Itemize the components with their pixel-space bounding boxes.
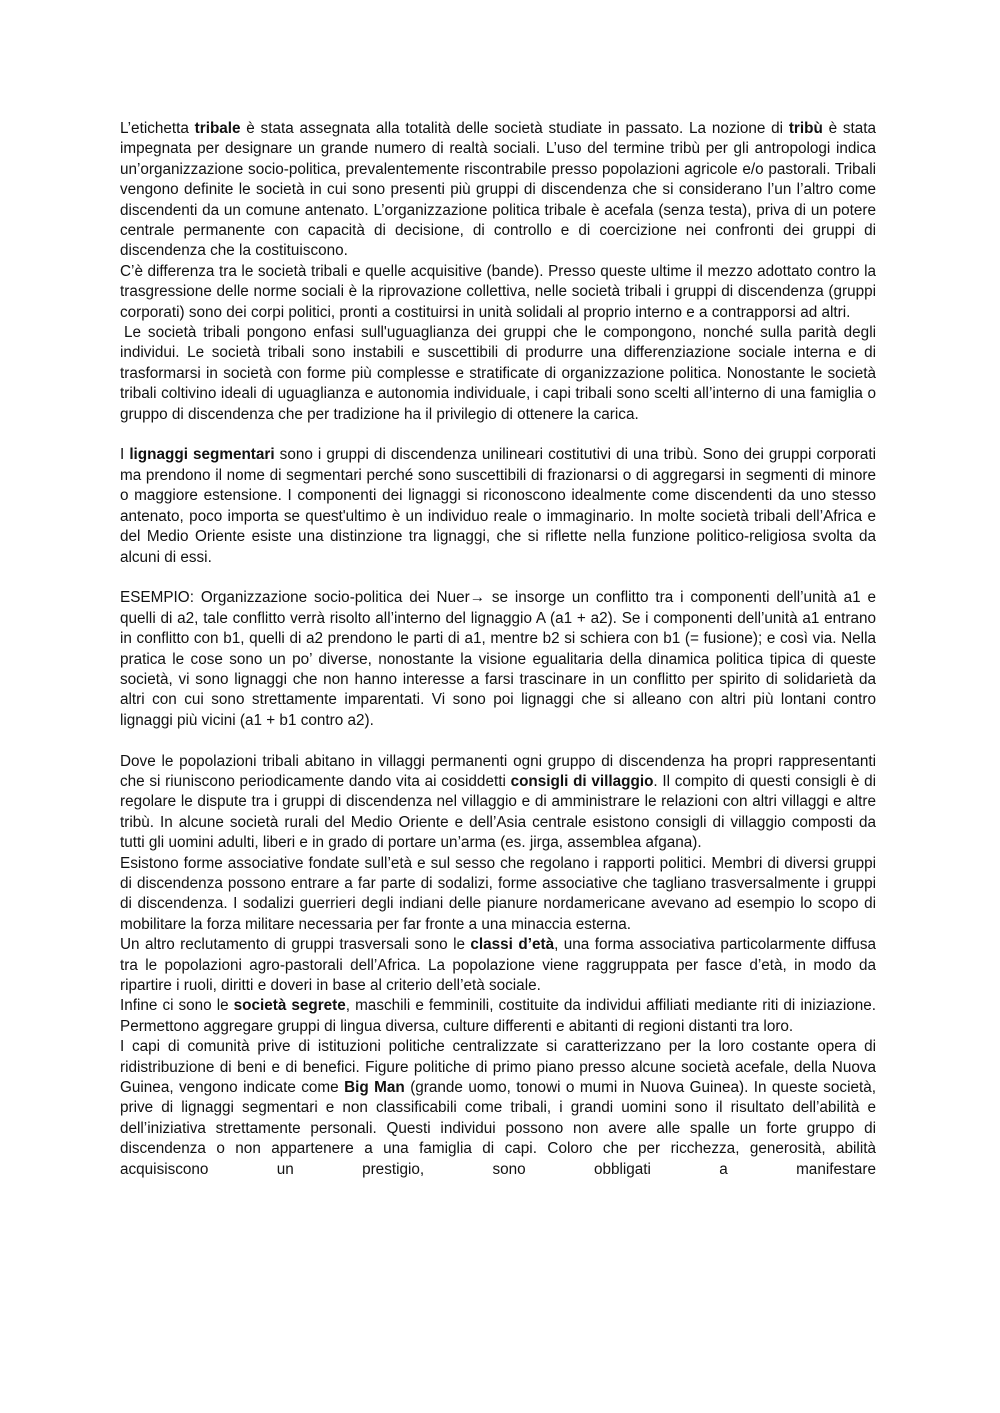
- paragraph-differenza: [120, 262, 876, 323]
- document-page: [120, 119, 876, 1180]
- text-run: Le società tribali pongono enfasi sull'uguaglianza dei gruppi che le compongono, nonché sulla parità degli individui. Le società tribali sono instabili e suscettibili di produrre una differenziazione sociale interna e di trasformarsi in società con forme più complesse e stratificate di organizzazione politica. Nonostante le società tribali coltivino ideali di uguaglianza e autonomia individuale, i capi tribali sono scelti all’interno di una famiglia o gruppo di discendenza che per tradizione ha il privilegio di ottenere la carica.: [120, 324, 876, 423]
- text-run: , maschili e femminili, costituite da individui affiliati mediante riti di iniziazione. Permettono aggregare gruppi di lingua diversa, culture differenti e abitanti di regioni distanti tra loro.: [120, 997, 876, 1035]
- bold-term: classi d’età: [470, 936, 555, 954]
- text-run: . Il compito di questi consigli è di regolare le dispute tra i gruppi di discendenza nel villaggio e di amministrare le relazioni con altri villaggi e altre tribù. In alcune società rurali del Medio Oriente e dell’Asia centrale esistono consigli di villaggio composti da tutti gli uomini adulti, liberi e in grado di portare un’arma (es. jirga, assemblea afgana).: [120, 772, 876, 852]
- text-run: C’è differenza tra le società tribali e quelle acquisitive (bande). Presso queste ultime il mezzo adottato contro la trasgressione delle norme sociali è la riprovazione collettiva, nelle società tribali i gruppi di discendenza (gruppi corporati) sono dei corpi politici, pronti a costituirsi in unità solidali al proprio interno e a contrapporsi ad altri.: [120, 262, 876, 321]
- text-run: Dove le popolazioni tribali abitano in villaggi permanenti ogni gruppo di discendenza ha propri rappresentanti che si riuniscono periodicamente dando vita ai cosiddetti: [120, 752, 876, 790]
- text-run: I capi di comunità prive di istituzioni politiche centralizzate si caratterizzano per la loro costante opera di ridistribuzione di beni e di benefici. Figure politiche di primo piano presso alcune società acefale, della Nuova Guinea, vengono indicate come: [120, 1038, 876, 1097]
- bold-term: società segrete: [233, 997, 346, 1015]
- paragraph-esempio-nuer: [120, 588, 876, 731]
- bold-term: Big Man: [344, 1079, 405, 1097]
- text-run: sono i gruppi di discendenza unilineari costitutivi di una tribù. Sono dei gruppi corporati ma prendono il nome di segmentari perché sono suscettibili di frazionarsi o di aggregarsi in segmenti di minore o maggiore estensione. I componenti dei lignaggi si riconoscono idealmente come discendenti da uno stesso antenato, poco importa se quest'ultimo è un individuo reale o immaginario. In molte società tribali dell’Africa e del Medio Oriente esiste una distinzione tra lignaggi, che si riflette nella funzione politico-religiosa svolta da alcuni di essi.: [120, 446, 877, 566]
- paragraph-consigli-villaggio: [120, 752, 876, 854]
- text-run: ESEMPIO: Organizzazione socio-politica dei Nuer→ se insorge un conflitto tra i componenti dell’unità a1 e quelli di a2, tale conflitto verrà risolto all’interno del lignaggio A (a1 + a2). Se i componenti dell’unità a1 entrano in conflitto con b1, quelli di a2 prendono le parti di a1, mentre b2 si schiera con b1 (= fusione); e così via. Nella pratica le cose sono un po’ diverse, nonostante la visione egualitaria della dinamica politica tipica di queste società, vi sono lignaggi che non hanno interesse a farsi trascinare in un conflitto per spirito di solidarietà da altri con cui sono strettamente imparentati. Vi sono poi lignaggi che si alleano con altri più lontani contro lignaggi più vicini (a1 + b1 contro a2).: [120, 589, 876, 729]
- paragraph-tribale: [120, 119, 876, 262]
- bold-term: tribale: [194, 120, 241, 137]
- text-run: (grande uomo, tonowi o mumi in Nuova Guinea). In queste società, prive di lignaggi segmentari e non classificabili come tribali, i grandi uomini sono il risultato dell’abilità e dell’iniziativa strettamente personali. Questi individui possono non avere alle spalle un forte gruppo di discendenza o non appartenere a una famiglia di capi. Coloro che per ricchezza, generosità, abilità acquisiscono un prestigio, sono obbligati a manifestare: [120, 1079, 876, 1178]
- paragraph-societa-segrete: [120, 996, 876, 1037]
- text-run: Esistono forme associative fondate sull’età e sul sesso che regolano i rapporti politici. Membri di diversi gruppi di discendenza possono entrare a far parte di sodalizi, forme associative che tagliano trasversalmente i gruppi di discendenza. I sodalizi guerrieri degli indiani delle pianure nordamericane avevano ad esempio lo scopo di mobilitare la forza militare necessaria per far fronte a una minaccia esterna.: [120, 854, 876, 933]
- text-run: Infine ci sono le: [120, 997, 234, 1015]
- bold-term: consigli di villaggio: [510, 772, 654, 790]
- paragraph-classi-eta: [120, 935, 876, 996]
- text-run: Un altro reclutamento di gruppi trasversali sono le: [120, 936, 471, 954]
- text-run: è stata assegnata alla totalità delle società studiate in passato. La nozione di: [240, 120, 789, 137]
- paragraph-lignaggi-segmentari: [120, 445, 876, 567]
- text-run: , una forma associativa particolarmente diffusa tra le popolazioni agro-pastorali dell’Africa. La popolazione viene raggruppata per fasce d’età, in modo da ripartire i ruoli, diritti e doveri in base al criterio dell’età sociale.: [120, 936, 877, 995]
- bold-term: tribù: [788, 120, 823, 137]
- bold-term: lignaggi segmentari: [129, 446, 275, 464]
- paragraph-uguaglianza: [120, 323, 876, 425]
- text-run: L’etichetta: [120, 120, 195, 137]
- paragraph-forme-associative: [120, 854, 876, 936]
- paragraph-big-man: [120, 1037, 876, 1180]
- text-run: è stata impegnata per designare un grande numero di realtà sociali. L’uso del termine tribù per gli antropologi indica un’organizzazione socio-politica, prevalentemente riscontrabile presso popolazioni agricole e/o pastorali. Tribali vengono definite le società in cui sono presenti più gruppi di discendenza che si considerano l’un l’altro come discendenti da un comune antenato. L’organizzazione politica tribale è acefala (senza testa), priva di un potere centrale permanente con capacità di decisione, di controllo e di coercizione nei confronti dei gruppi di discendenza che la costituiscono.: [120, 120, 877, 260]
- text-run: I: [120, 446, 130, 464]
